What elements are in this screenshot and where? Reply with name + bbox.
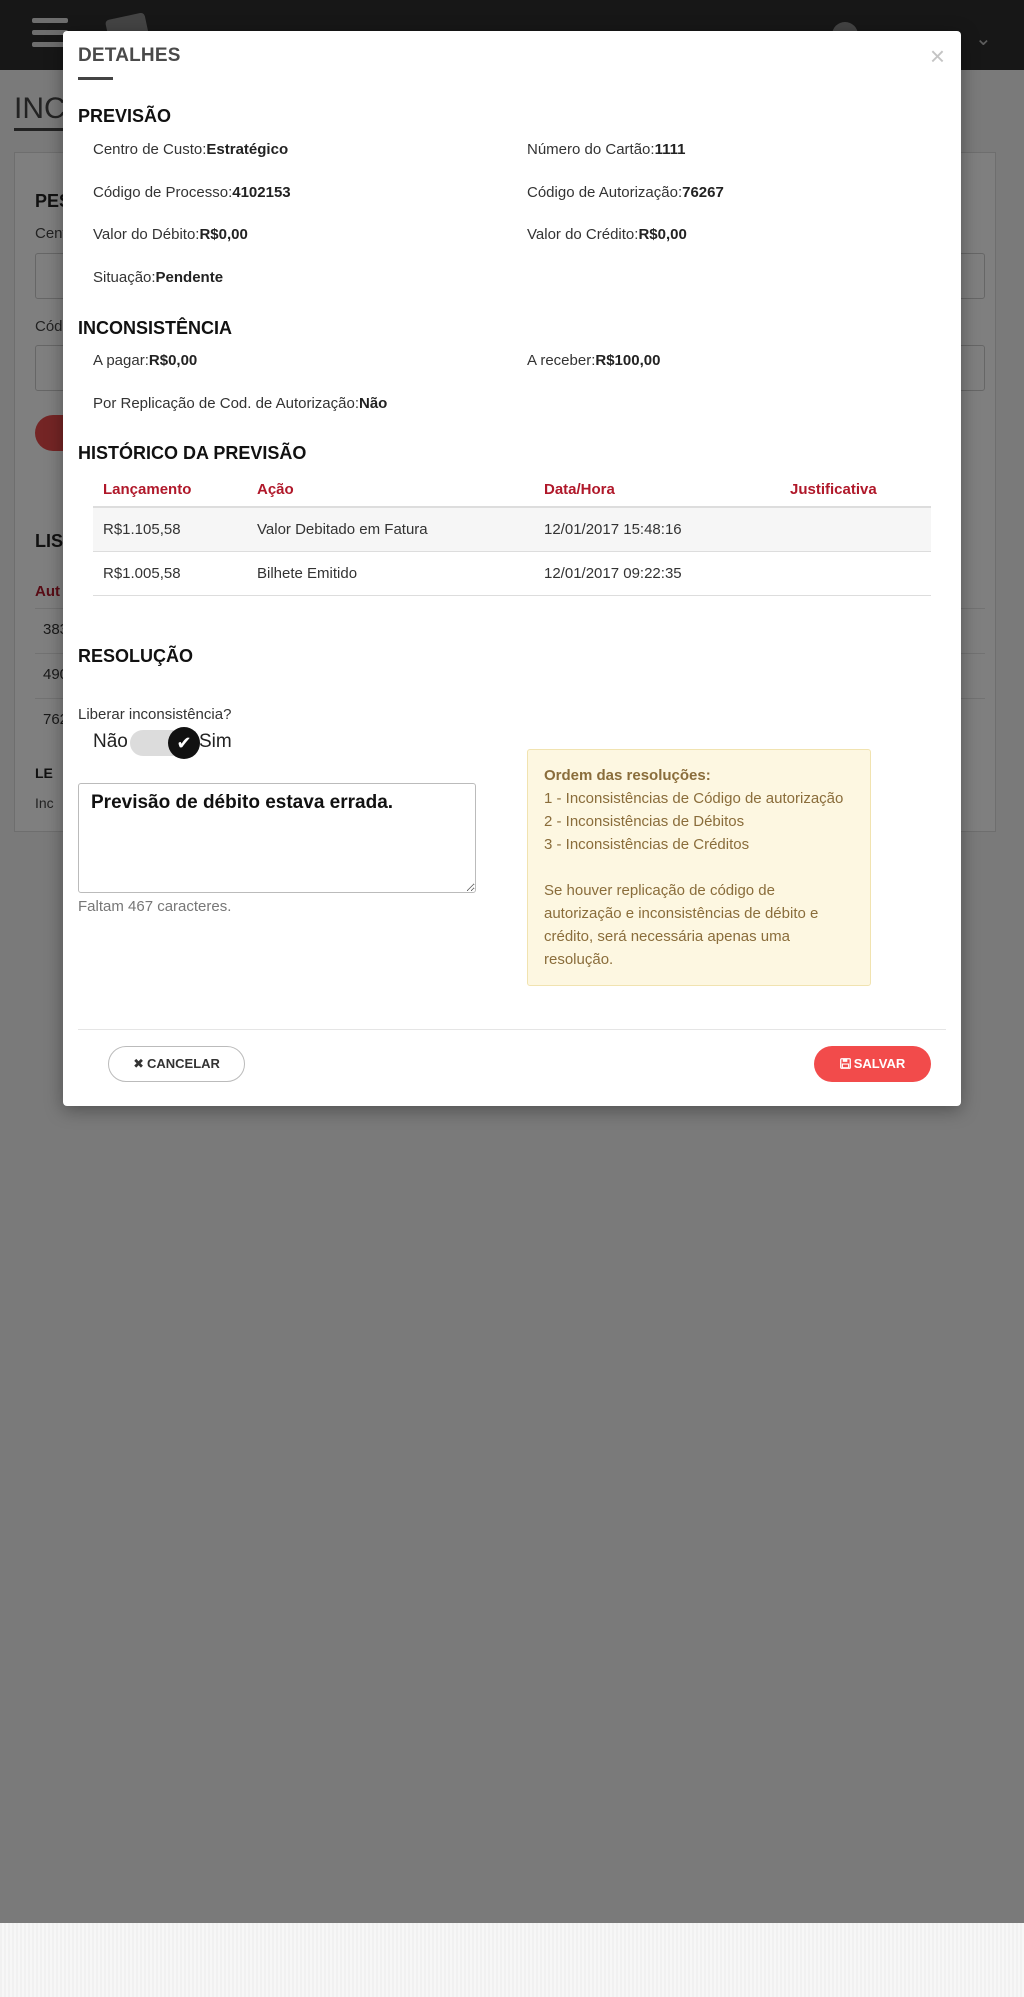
info-title: Ordem das resoluções: bbox=[544, 767, 711, 784]
valor-debito-field bbox=[93, 226, 248, 243]
a-receber-value: R$100,00 bbox=[595, 352, 661, 369]
codigo-processo-field bbox=[93, 184, 291, 201]
replicacao-field bbox=[93, 395, 387, 412]
save-button-label: SALVAR bbox=[853, 1056, 906, 1071]
modal-title: DETALHES bbox=[78, 45, 181, 66]
a-receber-field bbox=[527, 352, 660, 369]
a-pagar-value: R$0,00 bbox=[148, 352, 198, 369]
details-modal bbox=[63, 31, 961, 1106]
cancel-button[interactable] bbox=[108, 1046, 245, 1082]
info-item: 3 - Inconsistências de Créditos bbox=[544, 836, 750, 853]
codigo-autorizacao-value: 76267 bbox=[682, 184, 724, 201]
column-header-data-hora[interactable]: Data/Hora bbox=[534, 471, 780, 507]
valor-debito-value: R$0,00 bbox=[199, 226, 248, 243]
table-row bbox=[93, 507, 931, 551]
check-icon[interactable]: ✔ bbox=[168, 727, 200, 759]
liberar-toggle[interactable] bbox=[93, 727, 253, 757]
acao-cell: Bilhete Emitido bbox=[247, 551, 534, 595]
info-item: 1 - Inconsistências de Código de autorização bbox=[544, 790, 844, 807]
centro-custo-value: Estratégico bbox=[206, 141, 289, 158]
toggle-off-label[interactable]: Não bbox=[93, 731, 128, 752]
info-item: 2 - Inconsistências de Débitos bbox=[544, 813, 745, 830]
table-header-row bbox=[93, 471, 931, 507]
toggle-on-label[interactable]: Sim bbox=[199, 731, 232, 752]
valor-debito-label: Valor do Débito: bbox=[93, 226, 200, 243]
valor-credito-label: Valor do Crédito: bbox=[527, 226, 639, 243]
title-underline bbox=[78, 77, 113, 80]
save-button[interactable] bbox=[814, 1046, 931, 1082]
lancamento-cell: R$1.105,58 bbox=[93, 507, 247, 551]
justificativa-cell bbox=[780, 507, 931, 551]
numero-cartao-value: 1111 bbox=[654, 141, 686, 158]
a-pagar-label: A pagar: bbox=[93, 352, 149, 369]
table-row bbox=[93, 551, 931, 595]
info-note: Se houver replicação de código de autorização e inconsistências de débito e crédito, será necessária apenas uma resolução. bbox=[544, 882, 819, 968]
toggle-question: Liberar inconsistência? bbox=[78, 706, 232, 723]
char-counter: Faltam 467 caracteres. bbox=[78, 898, 232, 915]
acao-cell: Valor Debitado em Fatura bbox=[247, 507, 534, 551]
justificativa-textarea[interactable] bbox=[78, 783, 476, 893]
data-hora-cell: 12/01/2017 15:48:16 bbox=[534, 507, 780, 551]
replicacao-label: Por Replicação de Cod. de Autorização: bbox=[93, 395, 359, 412]
numero-cartao-field bbox=[527, 141, 685, 158]
previsao-heading: PREVISÃO bbox=[78, 106, 172, 126]
data-hora-cell: 12/01/2017 09:22:35 bbox=[534, 551, 780, 595]
valor-credito-field bbox=[527, 226, 687, 243]
column-header-lancamento[interactable]: Lançamento bbox=[93, 471, 247, 507]
numero-cartao-label: Número do Cartão: bbox=[527, 141, 655, 158]
situacao-label: Situação: bbox=[93, 269, 156, 286]
cancel-button-label: CANCELAR bbox=[146, 1056, 220, 1071]
centro-custo-label: Centro de Custo: bbox=[93, 141, 207, 158]
resolution-order-info bbox=[527, 749, 871, 986]
codigo-autorizacao-field bbox=[527, 184, 724, 201]
footer-divider bbox=[78, 1029, 946, 1030]
column-header-justificativa[interactable]: Justificativa bbox=[780, 471, 931, 507]
historico-table bbox=[93, 471, 931, 596]
times-icon: ✖ bbox=[133, 1056, 144, 1071]
column-header-acao[interactable]: Ação bbox=[247, 471, 534, 507]
a-pagar-field bbox=[93, 352, 197, 369]
page-bottom-strip bbox=[0, 1923, 1024, 1997]
justificativa-cell bbox=[780, 551, 931, 595]
info-spacer bbox=[544, 856, 854, 879]
lancamento-cell: R$1.005,58 bbox=[93, 551, 247, 595]
codigo-autorizacao-label: Código de Autorização: bbox=[527, 184, 683, 201]
codigo-processo-label: Código de Processo: bbox=[93, 184, 233, 201]
resolucao-heading: RESOLUÇÃO bbox=[78, 646, 194, 666]
situacao-value: Pendente bbox=[155, 269, 224, 286]
close-icon[interactable]: × bbox=[929, 41, 945, 71]
floppy-icon bbox=[840, 1046, 851, 1082]
centro-custo-field bbox=[93, 141, 288, 158]
inconsistencia-heading: INCONSISTÊNCIA bbox=[78, 318, 233, 338]
a-receber-label: A receber: bbox=[527, 352, 596, 369]
replicacao-value: Não bbox=[359, 395, 388, 412]
situacao-field bbox=[93, 269, 223, 286]
valor-credito-value: R$0,00 bbox=[638, 226, 687, 243]
codigo-processo-value: 4102153 bbox=[232, 184, 291, 201]
historico-heading: HISTÓRICO DA PREVISÃO bbox=[78, 443, 307, 463]
